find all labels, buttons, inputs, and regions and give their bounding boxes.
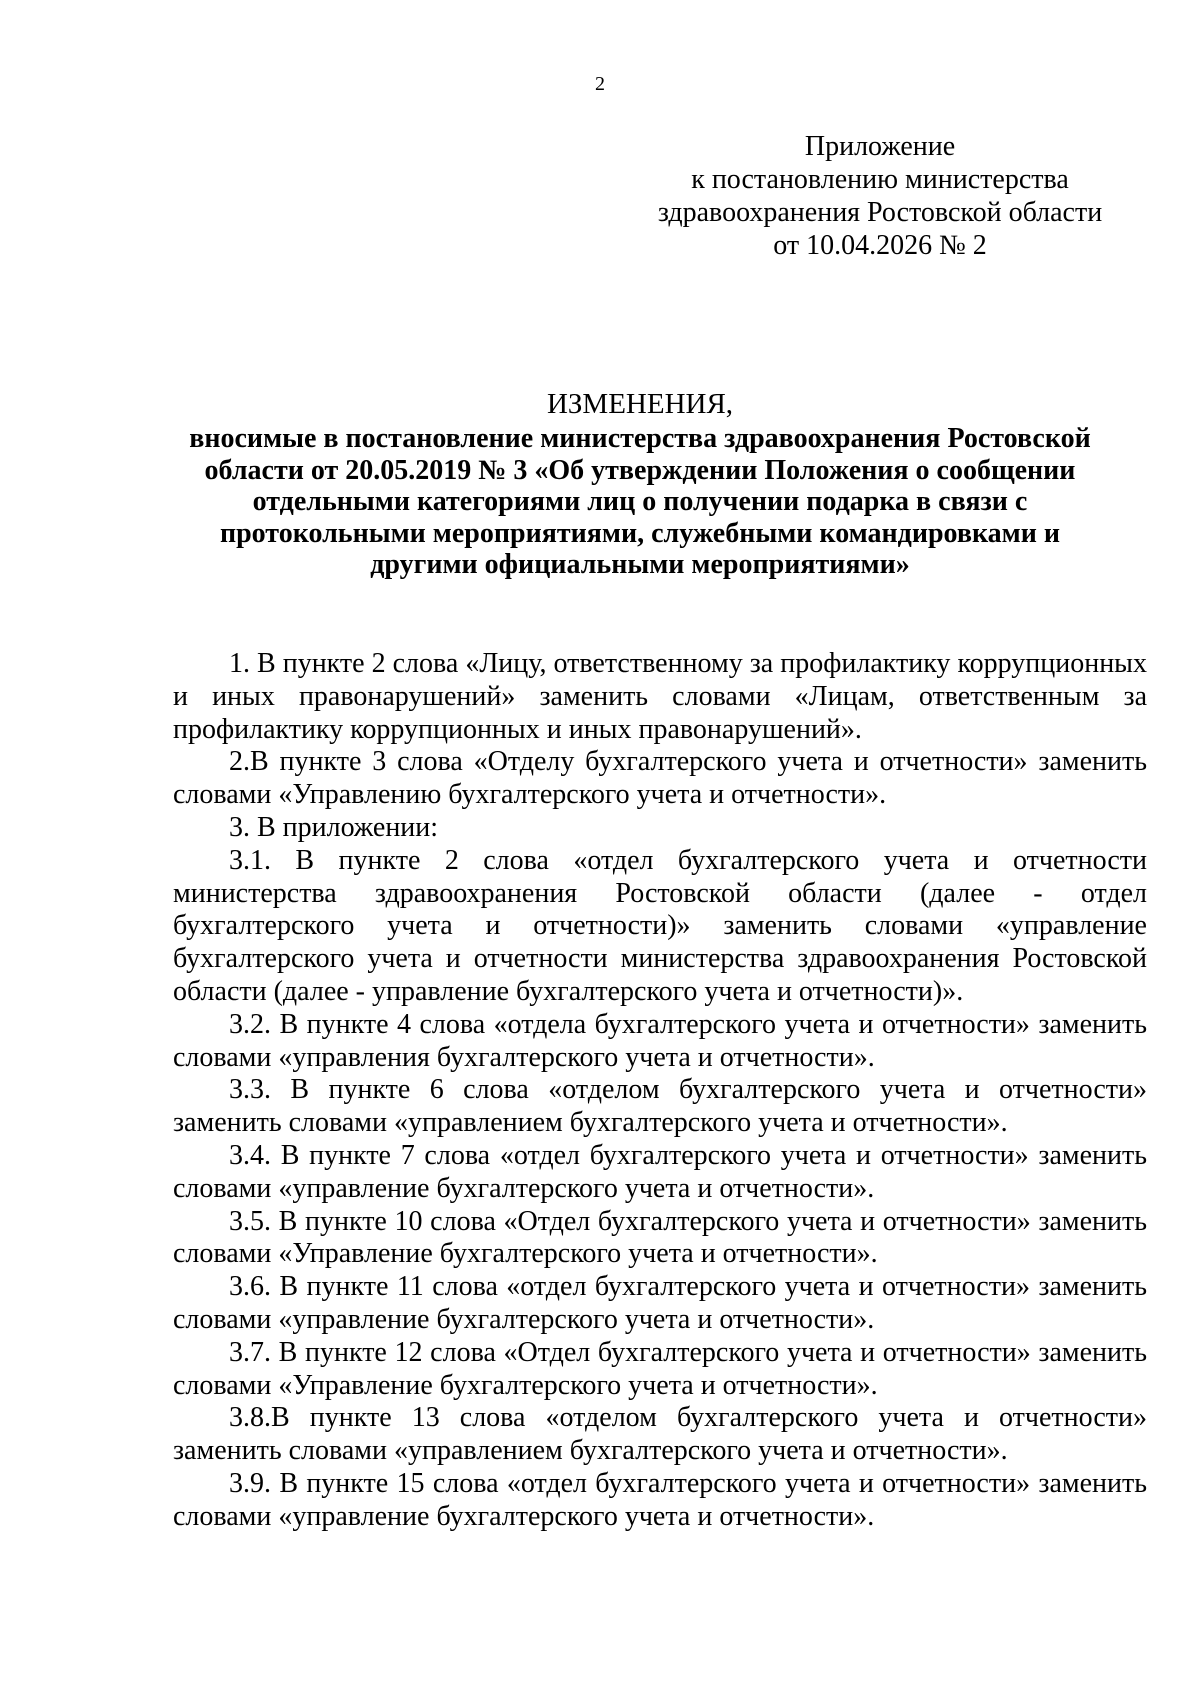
appendix-line-1: Приложение — [804, 131, 956, 162]
appendix-line-3: здравоохранения Ростовской области — [657, 197, 1103, 228]
paragraph-2: 2.В пункте 3 слова «Отделу бухгалтерского учета и отчетности» заменить словами «Управлению бухгалтерского учета и отчетности». — [173, 746, 1147, 811]
document-subtitle: вносимые в постановление министерства здравоохранения Ростовской области от 20.05.2019 № 3 «Об утверждении Положения о сообщении отдельными категориями лиц о получении подарка в связи с протокольными мероприятиями, служебными командировками и другими официальными мероприятиями» — [189, 423, 1091, 580]
paragraph-3-2: 3.2. В пункте 4 слова «отдела бухгалтерского учета и отчетности» заменить словами «управления бухгалтерского учета и отчетности». — [173, 1008, 1147, 1073]
paragraph-3-9: 3.9. В пункте 15 слова «отдел бухгалтерского учета и отчетности» заменить словами «управление бухгалтерского учета и отчетности». — [173, 1467, 1147, 1532]
title-block — [170, 388, 1110, 581]
paragraph-3-7: 3.7. В пункте 12 слова «Отдел бухгалтерского учета и отчетности» заменить словами «Управление бухгалтерского учета и отчетности». — [173, 1336, 1147, 1401]
document-heading: ИЗМЕНЕНИЯ, — [546, 388, 734, 420]
paragraph-3-5: 3.5. В пункте 10 слова «Отдел бухгалтерского учета и отчетности» заменить словами «Управление бухгалтерского учета и отчетности». — [173, 1205, 1147, 1270]
paragraph-3-4: 3.4. В пункте 7 слова «отдел бухгалтерского учета и отчетности» заменить словами «управление бухгалтерского учета и отчетности». — [173, 1139, 1147, 1204]
paragraph-3-1: 3.1. В пункте 2 слова «отдел бухгалтерского учета и отчетности министерства здравоохранения Ростовской области (далее - отдел бухгалтерского учета и отчетности)» заменить словами «управление бухгалтерского учета и отчетности министерства здравоохранения Ростовской области (далее - управление бухгалтерского учета и отчетности)». — [173, 844, 1147, 1007]
paragraph-3: 3. В приложении: — [229, 811, 439, 843]
appendix-line-4: от 10.04.2026 № 2 — [773, 230, 987, 261]
paragraph-3-8: 3.8.В пункте 13 слова «отделом бухгалтерского учета и отчетности» заменить словами «управлением бухгалтерского учета и отчетности». — [173, 1402, 1147, 1467]
paragraph-3-6: 3.6. В пункте 11 слова «отдел бухгалтерского учета и отчетности» заменить словами «управление бухгалтерского учета и отчетности». — [173, 1271, 1147, 1335]
page-number: 2 — [595, 73, 605, 95]
paragraph-1: 1. В пункте 2 слова «Лицу, ответственному за профилактику коррупционных и иных правонарушений» заменить словами «Лицам, ответственным за профилактику коррупционных и иных правонарушений». — [173, 648, 1147, 745]
appendix-line-2: к постановлению министерства — [691, 164, 1069, 195]
appendix-block — [640, 130, 1120, 262]
paragraph-3-3: 3.3. В пункте 6 слова «отделом бухгалтерского учета и отчетности» заменить словами «управлением бухгалтерского учета и отчетности». — [173, 1074, 1147, 1139]
document-body — [173, 648, 1147, 1534]
